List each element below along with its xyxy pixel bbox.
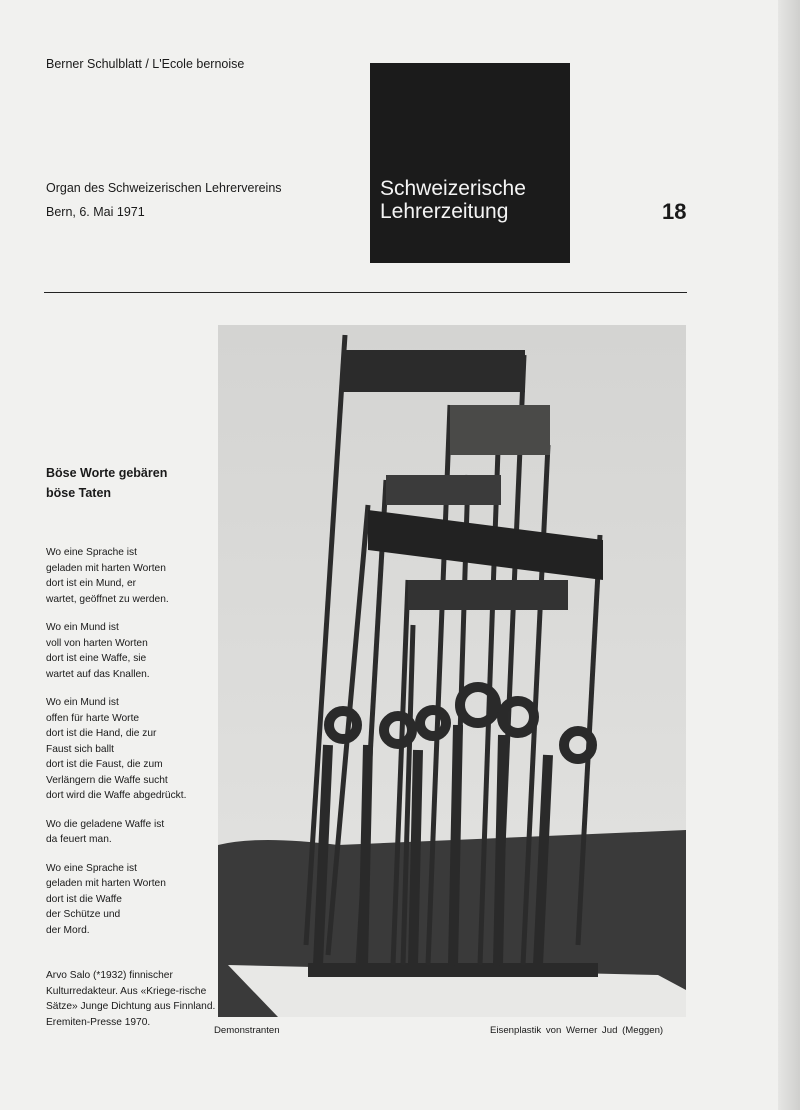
- sculpture-photo: [218, 325, 686, 1017]
- photo-caption-right: Eisenplastik von Werner Jud (Meggen): [490, 1025, 664, 1036]
- stanza: Wo eine Sprache ist geladen mit harten Worten dort ist ein Mund, er wartet, geöffnet zu werden.: [46, 547, 169, 605]
- issue-number: 18: [662, 199, 687, 224]
- article-heading: Böse Worte gebären böse Taten: [46, 466, 168, 500]
- organ-line: Organ des Schweizerischen Lehrervereins: [46, 181, 282, 195]
- poem: [46, 545, 216, 1043]
- stanza: Wo ein Mund ist offen für harte Worte dort ist die Hand, die zur Faust sich ballt dort ist die Faust, die zum Verlängern die Waffe sucht dort wird die Waffe abgedrückt.: [46, 697, 187, 801]
- source-note: Arvo Salo (*1932) finnischer Kulturredakteur. Aus «Kriege-rische Sätze» Junge Dichtung aus Finnland. Eremiten-Presse 1970.: [46, 970, 216, 1028]
- title-line-2: Lehrerzeitung: [380, 200, 509, 223]
- stanza: Wo eine Sprache ist geladen mit harten Worten dort ist die Waffe der Schütze und der Mord.: [46, 862, 166, 936]
- page-edge-shadow: [778, 0, 800, 1110]
- stanza: Wo die geladene Waffe ist da feuert man.: [46, 818, 165, 845]
- title-block: [370, 63, 570, 263]
- title-line-1: Schweizerische: [380, 177, 526, 200]
- date-line: Bern, 6. Mai 1971: [46, 205, 145, 219]
- stanza: Wo ein Mund ist voll von harten Worten dort ist eine Waffe, sie wartet auf das Knallen.: [46, 622, 150, 680]
- divider: [44, 292, 687, 293]
- masthead: Berner Schulblatt / L'Ecole bernoise: [46, 57, 245, 71]
- photo-caption-left: Demonstranten: [214, 1025, 280, 1036]
- sculpture-image: [218, 325, 686, 1017]
